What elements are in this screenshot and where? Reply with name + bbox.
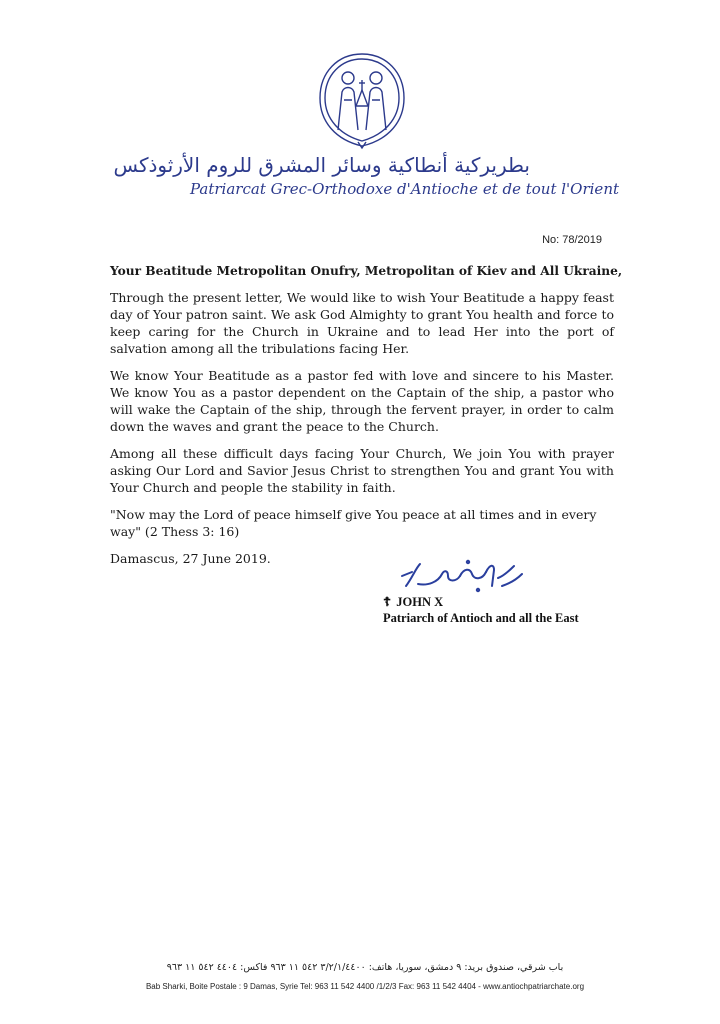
cross-icon: ☦ [383, 595, 392, 609]
signer-name [383, 594, 443, 610]
handwritten-signature [398, 556, 528, 596]
footer-address-latin: Bab Sharki, Boite Postale : 9 Damas, Syrie Tel: 963 11 542 4400 /1/2/3 Fax: 963 11 542 4404 - www.antiochpatriarchate.org [145, 982, 585, 991]
paragraph: Through the present letter, We would like to wish Your Beatitude a happy feast day of Your patron saint. We ask God Almighty to grant You health and force to keep caring for the Church in Ukraine and to lead Her into the port of salvation among all the tribulations facing Her. [110, 290, 614, 356]
scripture-quote: "Now may the Lord of peace himself give You peace at all times and in every way" (2 Thess 3: 16) [110, 507, 597, 539]
signer-title: Patriarch of Antioch and all the East [383, 611, 579, 625]
reference-number: No: 78/2019 [542, 234, 602, 246]
signer-name-text: JOHN X [396, 595, 444, 609]
paragraph: We know Your Beatitude as a pastor fed with love and sincere to his Master. We know You as a pastor dependent on the Captain of the ship, a pastor who will wake the Captain of the ship, through the fervent prayer, in order to calm down the waves and grant the peace to the Church. [110, 368, 614, 434]
place-date: Damascus, 27 June 2019. [110, 551, 271, 566]
letterhead-latin-name: Patriarcat Grec-Orthodoxe d'Antioche et de tout l'Orient [190, 180, 620, 198]
paragraph: Among all these difficult days facing Your Church, We join You with prayer asking Our Lord and Savior Jesus Christ to strengthen You and grant You with Your Church and people the stability in faith. [110, 446, 614, 495]
letter-body [110, 263, 623, 567]
salutation: Your Beatitude Metropolitan Onufry, Metropolitan of Kiev and All Ukraine, [110, 264, 623, 278]
patriarchate-seal-icon [314, 50, 410, 150]
letterhead-arabic-name: بطريركية أنطاكية وسائر المشرق للروم الأرثوذكس [113, 153, 530, 177]
footer-address-arabic: باب شرقي، صندوق بريد: ٩ دمشق، سوريا، هاتف: ٣/٢/١/٤٤٠٠ ٥٤٢ ١١ ٩٦٣ فاكس: ٤٤٠٤ ٥٤٢ ١١ ٩٦٣ [166, 962, 564, 973]
